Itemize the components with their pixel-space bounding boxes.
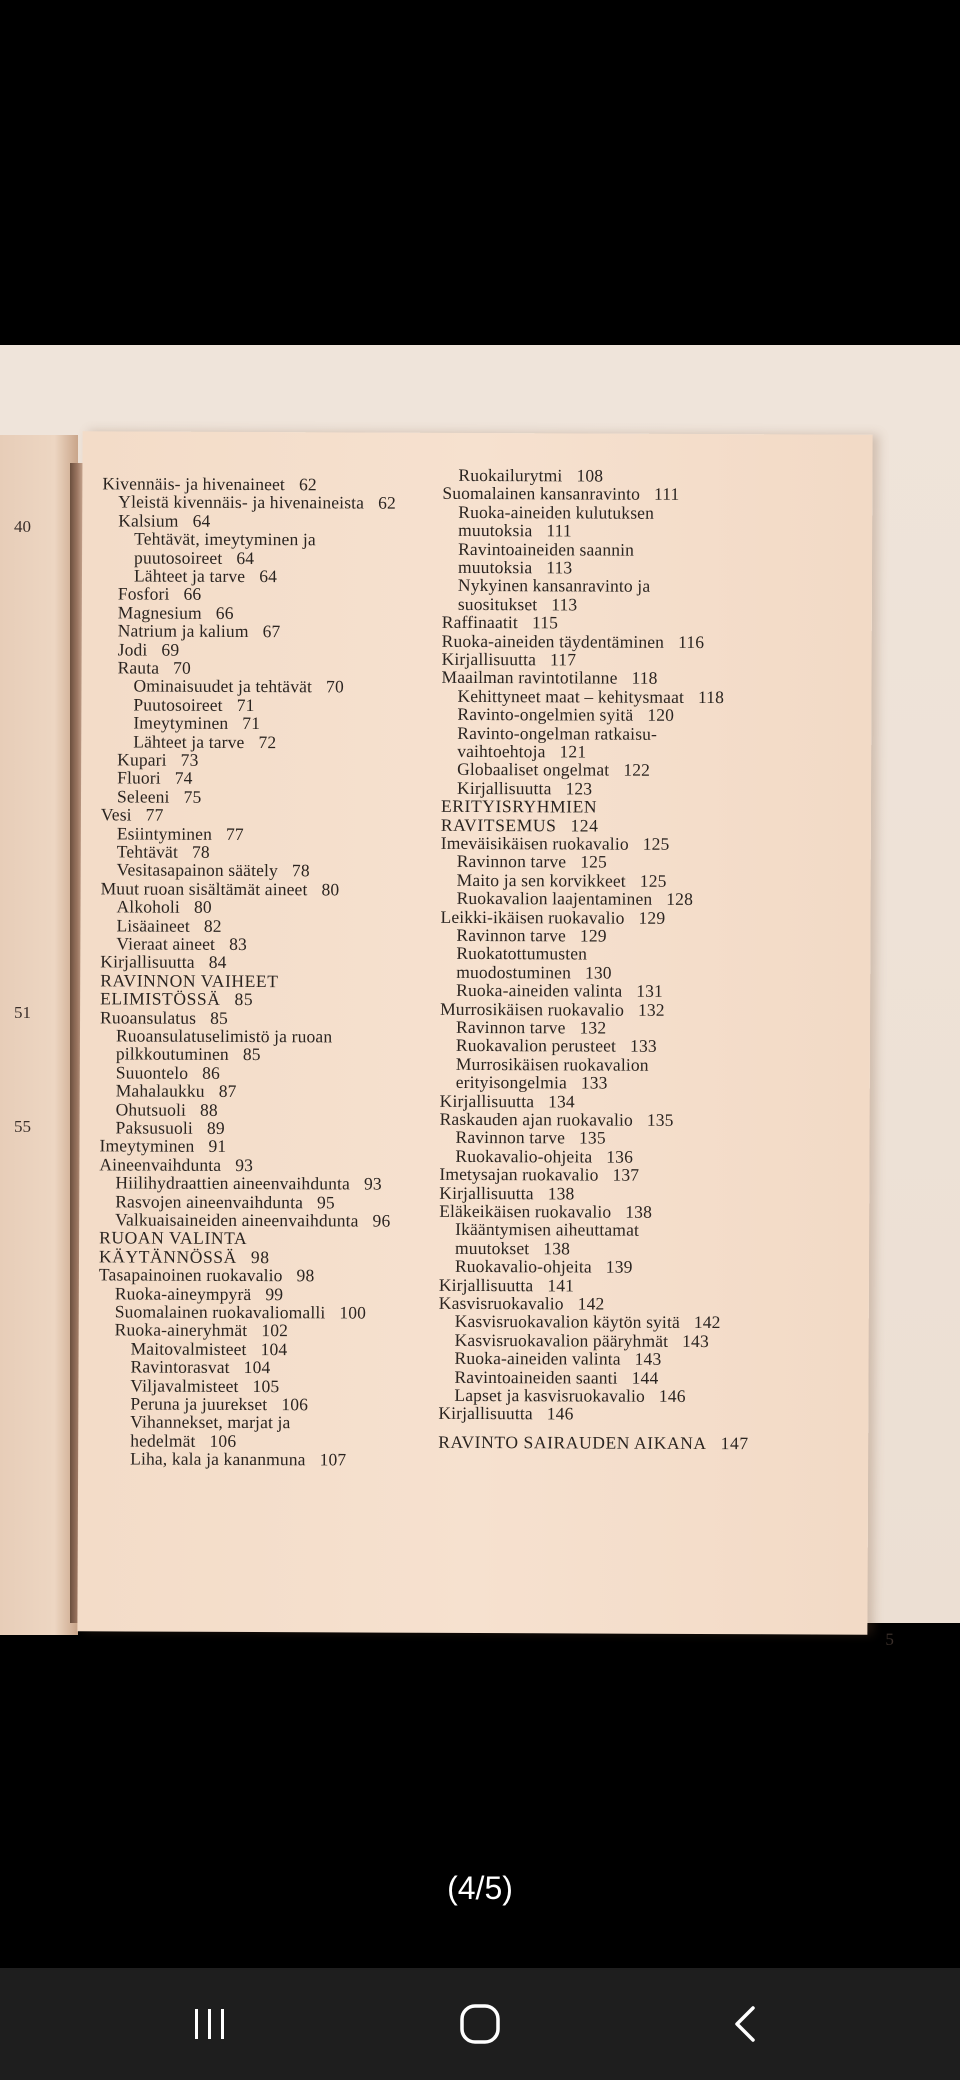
- toc-entry-page: 98: [296, 1265, 315, 1286]
- toc-entry-title: Maitovalmisteet: [130, 1338, 247, 1359]
- toc-entry-title: Imeytyminen: [99, 1135, 195, 1157]
- toc-entry-title: Ominaisuudet ja tehtävät: [133, 675, 313, 697]
- toc-entry-page: 88: [200, 1099, 218, 1120]
- toc-entry-title: Suomalainen ruokavaliomalli: [114, 1301, 326, 1323]
- toc-entry-title: Kirjallisuutta: [439, 1182, 534, 1203]
- toc-entry-title: Natrium ja kalium: [117, 620, 249, 642]
- toc-entry-page: 118: [631, 668, 658, 689]
- toc-entry-page: 87: [218, 1081, 237, 1102]
- left-page-edge: [0, 435, 78, 1635]
- left-page-number: 55: [14, 1117, 31, 1136]
- toc-entry: [130, 1449, 346, 1471]
- toc-entry-title: Eläkeikäisen ruokavalio: [439, 1200, 612, 1222]
- toc-entry-title: Lähteet ja tarve: [133, 731, 245, 752]
- toc-entry-page: 82: [203, 915, 222, 936]
- toc-entry-page: 75: [183, 786, 202, 807]
- toc-entry-title: Ruokavalion perusteet: [455, 1035, 617, 1057]
- toc-entry-page: 116: [678, 631, 705, 652]
- toc-entry-title: Ravinnon tarve: [456, 851, 567, 872]
- toc-entry-page: 86: [202, 1062, 221, 1083]
- system-navigation-bar: [0, 1968, 960, 2080]
- toc-entry-page: 125: [639, 870, 667, 891]
- toc-entry-page: 64: [192, 510, 211, 531]
- recents-button[interactable]: [140, 1968, 280, 2080]
- toc-entry-page: 107: [319, 1449, 347, 1470]
- toc-entry-page: 93: [235, 1154, 254, 1175]
- toc-entry-page: 64: [259, 566, 278, 587]
- toc-entry-title: Kivennäis- ja hivenaineet: [102, 473, 286, 495]
- home-button[interactable]: [410, 1968, 550, 2080]
- toc-entry-title: Ravinto-ongelmien syitä: [457, 704, 634, 725]
- toc-entry-title: Raskauden ajan ruokavalio: [439, 1108, 633, 1130]
- toc-entry-page: 134: [548, 1090, 575, 1112]
- toc-entry-page: 106: [281, 1394, 309, 1415]
- toc-entry-page: 71: [242, 713, 261, 734]
- back-button[interactable]: [676, 1968, 816, 2080]
- toc-entry-title: Ruoansulatuselimistö ja ruoan: [115, 1025, 333, 1047]
- toc-entry-title: Ruokatottumusten: [456, 943, 588, 964]
- toc-entry-title: Kehittyneet maat – kehitysmaat: [457, 685, 685, 707]
- toc-entry-title: Kupari: [117, 749, 167, 770]
- toc-entry-title: Aineenvaihdunta: [99, 1154, 222, 1175]
- toc-entry-title: Globaaliset ongelmat: [457, 759, 610, 780]
- toc-entry-title: Maailman ravintotilanne: [441, 667, 618, 689]
- toc-entry-title: pilkkoutuminen: [115, 1043, 229, 1065]
- toc-entry-title: Kirjallisuutta: [457, 777, 552, 799]
- toc-entry-title: Vesi: [100, 804, 132, 825]
- toc-entry-page: 105: [252, 1375, 280, 1396]
- book-page: [77, 431, 894, 1649]
- toc-entry-title: Liha, kala ja kananmuna: [130, 1448, 306, 1470]
- toc-entry-page: 69: [161, 639, 180, 660]
- toc-entry-page: 132: [637, 999, 665, 1020]
- toc-entry-title: Ruokavalio-ohjeita: [454, 1256, 592, 1277]
- toc-entry-page: 121: [559, 741, 587, 762]
- toc-entry-page: 66: [215, 602, 234, 623]
- toc-entry-page: 133: [580, 1072, 608, 1093]
- toc-entry-title: suositukset: [457, 593, 538, 615]
- toc-entry-page: 122: [623, 760, 651, 781]
- toc-entry-title: Ravinnon tarve: [456, 924, 566, 946]
- toc-entry-page: 102: [261, 1320, 289, 1341]
- toc-entry-title: Rauta: [117, 657, 160, 678]
- toc-entry-page: 72: [258, 731, 277, 752]
- toc-entry-page: 62: [298, 474, 317, 495]
- toc-entry-page: 138: [625, 1201, 653, 1222]
- toc-entry-page: 138: [543, 1238, 571, 1259]
- toc-entry-page: 77: [225, 823, 244, 844]
- toc-entry-title: erityisongelmia: [455, 1072, 567, 1093]
- toc-entry-page: 136: [606, 1146, 634, 1167]
- toc-entry-page: 100: [339, 1302, 367, 1323]
- toc-entry-title: Suuontelo: [115, 1062, 189, 1083]
- toc-entry-page: 146: [658, 1385, 686, 1406]
- toc-entry-title: Hiilihydraattien aineenvaihdunta: [115, 1172, 351, 1194]
- toc-entry-page: 128: [666, 889, 694, 910]
- toc-entry-page: 78: [291, 860, 310, 881]
- toc-entry-title: Lisäaineet: [116, 915, 190, 936]
- toc-entry-title: Ohutsuoli: [115, 1099, 187, 1120]
- toc-entry-page: 77: [145, 804, 164, 825]
- toc-entry-page: 80: [321, 879, 340, 900]
- toc-entry-page: 118: [698, 686, 725, 707]
- toc-entry-title: Puutosoireet: [133, 694, 223, 715]
- toc-entry-title: Imeytyminen: [133, 712, 229, 734]
- toc-entry-page: 142: [693, 1312, 721, 1333]
- toc-entry-page: 130: [584, 962, 612, 983]
- toc-entry-page: 104: [243, 1357, 271, 1378]
- toc-entry-page: 143: [682, 1330, 709, 1351]
- toc-entry-page: 98: [250, 1246, 270, 1267]
- toc-entry-title: hedelmät: [130, 1430, 196, 1451]
- toc-entry-title: Peruna ja juurekset: [130, 1393, 268, 1415]
- toc-entry-page: 93: [363, 1173, 382, 1194]
- toc-entry-page: 125: [642, 833, 670, 854]
- toc-entry-page: 71: [236, 694, 255, 715]
- toc-entry-page: 99: [265, 1283, 284, 1304]
- toc-entry-title: muodostuminen: [456, 961, 572, 983]
- toc-entry-title: Ravintorasvat: [130, 1356, 230, 1378]
- toc-entry-page: 67: [262, 621, 281, 642]
- toc-entry-title: Ravinto-ongelman ratkaisu-: [457, 722, 658, 744]
- toc-entry-page: 113: [546, 557, 573, 578]
- toc-entry-page: 80: [193, 896, 212, 918]
- toc-entry-page: 83: [229, 933, 247, 955]
- toc-entry-title: Lähteet ja tarve: [133, 565, 246, 586]
- toc-entry-title: Kasvisruokavalion käytön syitä: [454, 1311, 680, 1333]
- toc-entry-page: 113: [551, 594, 578, 615]
- toc-entry-title: Ruokavalion laajentaminen: [456, 888, 653, 909]
- toc-entry-title: Kirjallisuutta: [100, 951, 195, 973]
- toc-entry-page: 135: [646, 1109, 674, 1130]
- toc-entry-page: 117: [550, 649, 577, 670]
- toc-entry-title: Kirjallisuutta: [438, 1274, 534, 1295]
- page-number: 5: [885, 1629, 894, 1649]
- toc-entry-title: Valkuaisaineiden aineenvaihdunta: [115, 1209, 359, 1231]
- toc-entry-page: 129: [579, 925, 607, 946]
- toc-entry-title: ERITYISRYHMIEN: [440, 796, 598, 817]
- toc-entry-page: 104: [260, 1338, 288, 1359]
- toc-entry-page: 125: [580, 851, 608, 872]
- toc-entry-title: Jodi: [117, 639, 148, 660]
- toc-entry-title: Alkoholi: [116, 896, 181, 917]
- toc-entry-page: 131: [636, 980, 664, 1002]
- recents-icon: [190, 2004, 230, 2044]
- toc-entry-page: 85: [210, 1007, 229, 1028]
- toc-entry-title: Seleeni: [116, 786, 170, 807]
- toc-entry-page: 62: [378, 492, 396, 514]
- toc-entry-title: puutosoireet: [134, 547, 223, 568]
- toc-entry-title: Kasvisruokavalion pääryhmät: [454, 1329, 669, 1351]
- toc-entry-page: 141: [547, 1274, 575, 1296]
- toc-entry-page: 106: [209, 1430, 237, 1451]
- toc-entry-title: Tasapainoinen ruokavalio: [98, 1264, 283, 1286]
- toc-entry-page: 129: [638, 907, 666, 928]
- toc-entry-page: 91: [208, 1136, 227, 1157]
- toc-entry-title: Leikki-ikäisen ruokavalio: [440, 906, 625, 928]
- toc-entry-title: Ravintoaineiden saanti: [454, 1366, 618, 1388]
- toc-entry-page: 108: [576, 465, 604, 486]
- toc-entry-title: Esiintyminen: [116, 823, 213, 844]
- toc-entry-title: Ruoka-aineiden täydentäminen: [441, 630, 665, 652]
- toc-entry-title: Viljavalmisteet: [130, 1375, 239, 1396]
- toc-entry-title: Ruokavalio-ohjeita: [455, 1145, 593, 1167]
- toc-entry-title: Yleistä kivennäis- ja hivenaineista: [118, 491, 365, 513]
- toc-entry-title: Imetysajan ruokavalio: [439, 1164, 599, 1185]
- toc-entry-page: 111: [653, 484, 680, 505]
- toc-entry-title: Ravintoaineiden saannin: [458, 538, 635, 560]
- toc-entry-title: Lapset ja kasvisruokavalio: [454, 1384, 645, 1406]
- toc-entry-title: Murrosikäisen ruokavalio: [440, 998, 625, 1020]
- toc-entry-title: Ruoka-aineryhmät: [114, 1319, 248, 1341]
- toc-entry-page: 78: [191, 841, 210, 862]
- toc-entry-title: Ruokailurytmi: [458, 464, 563, 486]
- toc-entry: [438, 1403, 573, 1425]
- toc-entry-title: Imeväisikäisen ruokavalio: [440, 832, 629, 854]
- toc-entry-title: Kalsium: [118, 510, 179, 531]
- toc-entry: [438, 1432, 749, 1454]
- toc-entry-title: ELIMISTÖSSÄ: [100, 988, 221, 1010]
- toc-entry-title: Ruoka-aineiden kulutuksen: [458, 501, 655, 523]
- toc-entry-page: 144: [631, 1367, 659, 1388]
- toc-entry-page: 66: [183, 584, 202, 605]
- book-photo: [0, 345, 960, 1649]
- toc-entry-title: RAVINNON VAIHEET: [100, 970, 279, 991]
- toc-entry-page: 139: [605, 1256, 633, 1277]
- toc-entry-title: Suomalainen kansanravinto: [442, 483, 641, 505]
- toc-entry-page: 137: [612, 1164, 640, 1185]
- toc-entry-page: 135: [579, 1127, 606, 1148]
- toc-entry-page: 132: [579, 1017, 607, 1038]
- toc-entry-page: 74: [174, 768, 193, 789]
- toc-entry-title: Kirjallisuutta: [441, 648, 537, 670]
- toc-entry-page: 147: [720, 1432, 749, 1453]
- toc-entry-title: Ruoka-aineiden valinta: [456, 980, 623, 1001]
- toc-entry-title: muutokset: [455, 1237, 530, 1259]
- toc-entry-title: Ikääntymisen aiheuttamat: [455, 1219, 640, 1241]
- toc-entry-page: 120: [647, 704, 675, 726]
- toc-entry-title: Tehtävät: [116, 841, 179, 862]
- toc-entry-title: Vihannekset, marjat ja: [130, 1411, 291, 1433]
- toc-entry-page: 123: [565, 778, 593, 799]
- toc-entry-title: Kasvisruokavalio: [438, 1292, 564, 1314]
- toc-entry-title: Paksusuoli: [115, 1117, 193, 1138]
- toc-entry-title: Kirjallisuutta: [439, 1090, 535, 1111]
- toc-entry-page: 143: [634, 1348, 662, 1370]
- toc-entry-title: Fluori: [117, 767, 161, 789]
- toc-entry-title: Murrosikäisen ruokavalion: [455, 1053, 649, 1075]
- toc-entry-page: 95: [316, 1191, 335, 1212]
- left-page-number: 40: [14, 517, 31, 536]
- toc-entry-title: Rasvojen aineenvaihdunta: [115, 1191, 304, 1212]
- toc-entry-title: Kirjallisuutta: [438, 1403, 533, 1424]
- toc-entry-page: 124: [570, 815, 599, 836]
- toc-entry-page: 146: [546, 1403, 574, 1424]
- toc-entry-title: Mahalaukku: [115, 1080, 205, 1102]
- toc-entry-page: 64: [236, 547, 255, 568]
- toc-entry-title: Vesitasapainon säätely: [116, 859, 279, 881]
- toc-entry-page: 84: [208, 952, 227, 973]
- toc-entry-title: RAVINTO SAIRAUDEN AIKANA: [438, 1431, 707, 1453]
- toc-entry-title: Vieraat aineet: [116, 933, 216, 954]
- left-page-number: 51: [14, 1003, 31, 1022]
- toc-entry-title: Raffinaatit: [441, 612, 519, 633]
- toc-entry-page: 138: [547, 1182, 575, 1204]
- toc-entry-title: vaihtoehtoja: [457, 740, 546, 762]
- toc-entry-title: Ravinnon tarve: [455, 1127, 566, 1148]
- toc-entry-page: 133: [630, 1036, 657, 1057]
- toc-entry-page: 70: [173, 657, 192, 678]
- toc-entry-title: Ruoansulatus: [100, 1006, 197, 1028]
- home-icon: [458, 2002, 502, 2046]
- toc-entry-page: 115: [531, 612, 559, 633]
- toc-entry-title: KÄYTÄNNÖSSÄ: [98, 1246, 237, 1267]
- toc-entry-title: Maito ja sen korvikkeet: [456, 869, 626, 891]
- toc-entry-page: 111: [546, 520, 572, 541]
- toc-entry-page: 85: [234, 989, 254, 1010]
- toc-entry-page: 73: [180, 749, 199, 770]
- toc-entry-title: Ruoka-aineiden valinta: [454, 1348, 621, 1369]
- toc-entry-title: Muut ruoan sisältämät aineet: [100, 878, 308, 900]
- toc-entry-title: Ravinnon tarve: [455, 1016, 566, 1038]
- toc-entry-title: Nykyinen kansanravinto ja: [457, 575, 651, 597]
- toc-entry-title: muutoksia: [457, 556, 533, 578]
- back-icon: [729, 2004, 763, 2044]
- toc-entry-title: Fosfori: [117, 583, 170, 605]
- toc-entry-title: Magnesium: [117, 602, 202, 623]
- toc-entry-title: Ruoka-aineympyrä: [114, 1283, 252, 1304]
- toc-entry-title: RAVITSEMUS: [440, 814, 557, 835]
- toc-entry-title: muutoksia: [458, 520, 533, 541]
- toc-entry-page: 85: [242, 1044, 261, 1065]
- image-counter: (4/5): [447, 1870, 513, 1906]
- toc-entry-title: Tehtävät, imeytyminen ja: [134, 528, 316, 550]
- toc-entry-page: 96: [372, 1210, 391, 1231]
- toc-entry-page: 89: [206, 1117, 225, 1138]
- toc-entry-title: RUOAN VALINTA: [99, 1227, 248, 1249]
- toc-entry-page: 70: [326, 676, 344, 697]
- toc-entry-page: 142: [577, 1293, 605, 1314]
